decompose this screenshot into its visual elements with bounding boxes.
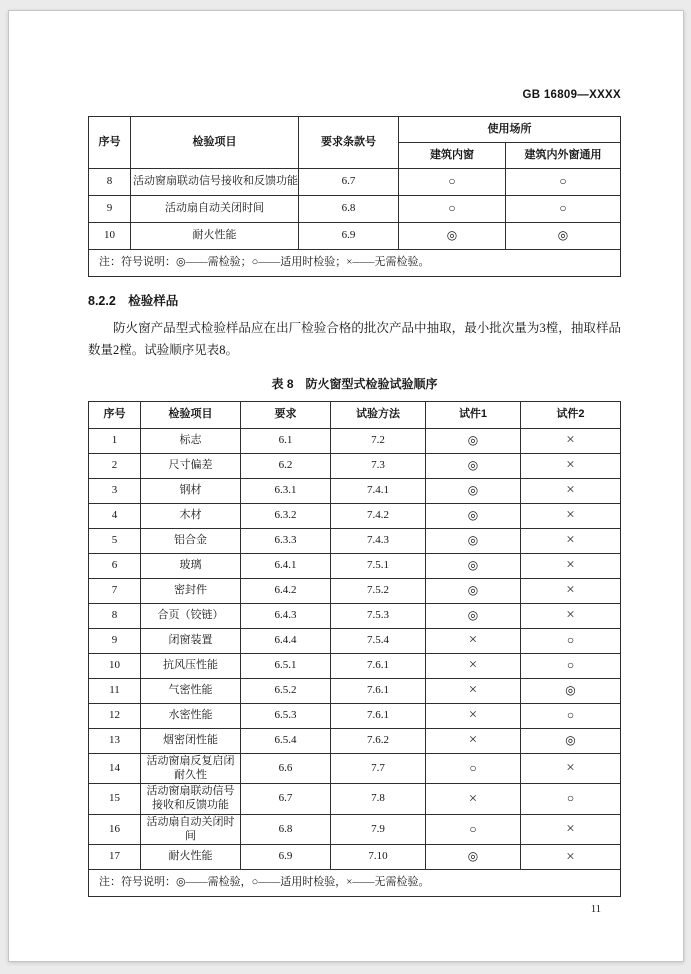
col-header-indoor: 建筑内窗 (399, 143, 506, 169)
table-note-row (89, 870, 621, 897)
col-header-specimen1: 试件1 (426, 401, 521, 428)
table-cell (521, 628, 621, 653)
table-cell (241, 703, 331, 728)
required-symbol: ◎ (467, 607, 479, 622)
page-number: 11 (590, 904, 601, 916)
not-required-symbol: × (468, 790, 478, 807)
table-cell (131, 196, 299, 223)
row-number-cell (89, 603, 141, 628)
table-cell (131, 223, 299, 250)
table-cell (399, 169, 506, 196)
not-required-symbol: × (468, 657, 478, 674)
not-required-symbol: × (566, 848, 575, 865)
not-required-symbol: × (468, 707, 478, 724)
cell-text: 2 (111, 458, 118, 471)
cell-text: 玻璃 (179, 558, 202, 571)
table-cell (299, 169, 399, 196)
cell-text: 7.5.3 (367, 608, 389, 621)
not-required-symbol: × (468, 732, 478, 749)
order-table-header (89, 401, 621, 428)
when-applicable-symbol: ○ (566, 707, 575, 722)
cell-text: 7.2 (371, 433, 385, 446)
cell-text: 密封件 (174, 583, 207, 596)
table-cell (331, 603, 426, 628)
not-required-symbol: × (566, 507, 575, 524)
table-cell (141, 753, 241, 784)
cell-text: 17 (109, 850, 120, 863)
table-cell (331, 845, 426, 870)
document-page (8, 10, 684, 962)
table-row (89, 728, 621, 753)
required-symbol: ◎ (467, 507, 479, 522)
cell-text: 抗风压性能 (163, 658, 218, 671)
cell-text: 9 (106, 202, 113, 215)
table-cell (426, 703, 521, 728)
table-cell (521, 728, 621, 753)
table-cell (506, 223, 621, 250)
cell-text: 6.7 (278, 792, 293, 805)
table-cell (241, 553, 331, 578)
required-symbol: ◎ (446, 228, 458, 243)
table-row (89, 503, 621, 528)
table-cell (426, 653, 521, 678)
table-row (89, 653, 621, 678)
when-applicable-symbol: ○ (448, 174, 456, 189)
table-cell (426, 753, 521, 784)
required-symbol: ◎ (467, 849, 479, 864)
table-cell (426, 478, 521, 503)
cell-text: 7.4.1 (367, 483, 389, 496)
usage-location-table (88, 116, 621, 277)
row-number-cell (89, 196, 131, 223)
cell-text: 活动窗扇联动信号接收和反馈功能 (133, 175, 298, 188)
cell-text: 标志 (179, 433, 202, 446)
cell-text: 6 (111, 558, 118, 571)
table-cell (141, 478, 241, 503)
cell-text: 活动窗扇联动信号接收和反馈功能 (146, 785, 235, 811)
table-cell (426, 845, 521, 870)
table-cell (521, 528, 621, 553)
cell-text: 6.3.3 (274, 533, 297, 546)
table-cell (141, 784, 241, 815)
col-header-no: 序号 (89, 401, 141, 428)
cell-text: 3 (111, 483, 118, 496)
table-cell (241, 845, 331, 870)
cell-text: 6.5.1 (274, 658, 297, 671)
table-row (89, 578, 621, 603)
table-cell (399, 223, 506, 250)
row-number-cell (89, 845, 141, 870)
col-header-specimen2: 试件2 (521, 401, 621, 428)
row-number-cell (89, 428, 141, 453)
table-cell (241, 814, 331, 845)
table-cell (131, 169, 299, 196)
table-cell (241, 653, 331, 678)
table-cell (241, 678, 331, 703)
when-applicable-symbol: ○ (559, 174, 567, 189)
not-required-symbol: × (566, 432, 575, 449)
cell-text: 活动扇自动关闭时间 (146, 815, 235, 842)
row-number-cell (89, 784, 141, 815)
col-header-requirement: 要求 (241, 401, 331, 428)
table-cell (331, 528, 426, 553)
when-applicable-symbol: ○ (469, 760, 477, 775)
cell-text: 7.6.1 (367, 658, 389, 671)
table-cell (331, 728, 426, 753)
table-cell (331, 453, 426, 478)
cell-text: 6.8 (341, 202, 356, 215)
table-cell (506, 169, 621, 196)
table-note: 注：符号说明：◎——需检验；○——适用时检验；×——无需检验。 (89, 250, 621, 277)
table-cell (521, 753, 621, 784)
not-required-symbol: × (566, 557, 575, 574)
cell-text: 6.2 (278, 458, 293, 471)
table-cell (241, 428, 331, 453)
col-header-no: 序号 (89, 117, 131, 169)
required-symbol: ◎ (467, 557, 479, 572)
table-cell (331, 703, 426, 728)
required-symbol: ◎ (467, 532, 479, 547)
cell-text: 烟密闭性能 (163, 733, 218, 746)
table-cell (241, 628, 331, 653)
required-symbol: ◎ (467, 432, 479, 447)
section-heading: 8.2.2 检验样品 (88, 294, 179, 308)
cell-text: 6.5.4 (274, 733, 297, 746)
table-cell (241, 453, 331, 478)
table-cell (521, 678, 621, 703)
cell-text: 气密性能 (168, 683, 213, 696)
row-number-cell (89, 728, 141, 753)
cell-text: 木材 (179, 508, 202, 521)
table-cell (241, 503, 331, 528)
cell-text: 9 (111, 633, 118, 646)
usage-table-header (89, 117, 621, 169)
table-row (89, 528, 621, 553)
required-symbol: ◎ (467, 582, 479, 597)
table-cell (399, 196, 506, 223)
cell-text: 6.6 (278, 761, 293, 774)
cell-text: 6.4.1 (274, 558, 297, 571)
table-cell (331, 553, 426, 578)
cell-text: 7.6.2 (367, 733, 389, 746)
table-cell (241, 728, 331, 753)
cell-text: 7.5.2 (367, 583, 389, 596)
table-cell (331, 478, 426, 503)
cell-text: 6.4.3 (274, 608, 297, 621)
table-cell (426, 553, 521, 578)
when-applicable-symbol: ○ (566, 632, 575, 647)
table-cell (141, 845, 241, 870)
cell-text: 合页（铰链） (157, 608, 224, 621)
cell-text: 7.7 (371, 761, 385, 774)
usage-table-body (89, 169, 621, 250)
row-number-cell (89, 503, 141, 528)
cell-text: 14 (109, 761, 120, 774)
table-cell (506, 196, 621, 223)
cell-text: 6.7 (341, 175, 356, 188)
table-cell (521, 703, 621, 728)
table-cell (426, 453, 521, 478)
cell-text: 钢材 (179, 483, 202, 496)
required-symbol: ◎ (565, 732, 576, 747)
required-symbol: ◎ (565, 682, 576, 697)
table-cell (331, 784, 426, 815)
required-symbol: ◎ (557, 228, 569, 243)
table-row (89, 703, 621, 728)
cell-text: 7.5.4 (367, 633, 389, 646)
cell-text: 7.4.3 (367, 533, 389, 546)
row-number-cell (89, 653, 141, 678)
row-number-cell (89, 453, 141, 478)
table-row (89, 814, 621, 845)
cell-text: 6.4.2 (274, 583, 297, 596)
table-cell (331, 753, 426, 784)
required-symbol: ◎ (467, 457, 479, 472)
cell-text: 6.9 (341, 229, 356, 242)
cell-text: 6.5.3 (274, 708, 297, 721)
cell-text: 闭窗装置 (168, 633, 213, 646)
cell-text: 7.5.1 (367, 558, 389, 571)
cell-text: 活动窗扇反复启闭耐久性 (146, 754, 235, 781)
table-row (89, 845, 621, 870)
cell-text: 12 (109, 708, 120, 721)
table-cell (521, 553, 621, 578)
row-number-cell (89, 553, 141, 578)
cell-text: 7.8 (371, 792, 385, 805)
cell-text: 13 (109, 733, 120, 746)
not-required-symbol: × (566, 532, 575, 549)
cell-text: 水密性能 (168, 708, 213, 721)
row-number-cell (89, 753, 141, 784)
table-cell (141, 603, 241, 628)
not-required-symbol: × (566, 582, 575, 599)
table-row (89, 428, 621, 453)
type-test-order-table (88, 401, 621, 898)
table-note-row (89, 250, 621, 277)
table-cell (426, 678, 521, 703)
table-cell (331, 814, 426, 845)
table-cell (521, 503, 621, 528)
table-cell (426, 503, 521, 528)
table-cell (241, 603, 331, 628)
row-number-cell (89, 578, 141, 603)
cell-text: 7.10 (368, 850, 388, 863)
cell-text: 6.4.4 (274, 633, 297, 646)
table-cell (426, 814, 521, 845)
when-applicable-symbol: ○ (448, 201, 456, 216)
table-cell (426, 428, 521, 453)
table-cell (299, 196, 399, 223)
cell-text: 耐火性能 (192, 229, 237, 242)
table-cell (426, 784, 521, 815)
table-cell (521, 453, 621, 478)
table-cell (331, 628, 426, 653)
cell-text: 6.3.2 (274, 508, 297, 521)
table-cell (241, 528, 331, 553)
table-row (89, 223, 621, 250)
when-applicable-symbol: ○ (469, 821, 477, 836)
section-paragraph: 防火窗产品型式检验样品应在出厂检验合格的批次产品中抽取，最小批次量为3樘，抽取样品数量2樘。试验顺序见表8。 (88, 321, 621, 357)
cell-text: 活动扇自动关闭时间 (165, 202, 264, 215)
table-cell (521, 845, 621, 870)
table-cell (426, 628, 521, 653)
table-cell (141, 678, 241, 703)
cell-text: 6.8 (278, 822, 293, 835)
cell-text: 7.3 (371, 458, 385, 471)
table-cell (521, 603, 621, 628)
col-header-item: 检验项目 (141, 401, 241, 428)
when-applicable-symbol: ○ (559, 201, 567, 216)
cell-text: 1 (111, 433, 118, 446)
cell-text: 7.4.2 (367, 508, 389, 521)
table-cell (141, 503, 241, 528)
table-cell (521, 478, 621, 503)
row-number-cell (89, 628, 141, 653)
when-applicable-symbol: ○ (566, 657, 575, 672)
table8-caption: 表 8 防火窗型式检验试验顺序 (271, 376, 438, 391)
table-row (89, 169, 621, 196)
cell-text: 15 (109, 792, 120, 805)
table-row (89, 478, 621, 503)
cell-text: 7.9 (371, 822, 385, 835)
table-cell (426, 728, 521, 753)
table-row (89, 753, 621, 784)
table-cell (141, 628, 241, 653)
not-required-symbol: × (566, 457, 575, 474)
cell-text: 耐火性能 (168, 850, 213, 863)
table-row (89, 603, 621, 628)
row-number-cell (89, 678, 141, 703)
table-cell (241, 478, 331, 503)
table-cell (141, 528, 241, 553)
table-cell (426, 578, 521, 603)
table-cell (141, 703, 241, 728)
cell-text: 6.1 (278, 433, 293, 446)
row-number-cell (89, 528, 141, 553)
row-number-cell (89, 703, 141, 728)
cell-text: 7 (111, 583, 118, 596)
table-row (89, 678, 621, 703)
col-header-universal: 建筑内外窗通用 (506, 143, 621, 169)
table-cell (241, 784, 331, 815)
table-row (89, 628, 621, 653)
order-table-body (89, 428, 621, 870)
table-row (89, 453, 621, 478)
cell-text: 4 (111, 508, 118, 521)
required-symbol: ◎ (467, 482, 479, 497)
row-number-cell (89, 478, 141, 503)
table-cell (141, 653, 241, 678)
cell-text: 10 (109, 658, 120, 671)
table-cell (521, 784, 621, 815)
cell-text: 8 (106, 175, 113, 188)
table-row (89, 784, 621, 815)
not-required-symbol: × (566, 821, 575, 838)
cell-text: 7.6.1 (367, 683, 389, 696)
not-required-symbol: × (468, 632, 478, 649)
table-cell (331, 578, 426, 603)
col-header-item: 检验项目 (131, 117, 299, 169)
table-row (89, 553, 621, 578)
table-cell (141, 814, 241, 845)
col-header-clause: 要求条款号 (299, 117, 399, 169)
table-cell (241, 578, 331, 603)
table-cell (521, 578, 621, 603)
cell-text: 7.6.1 (367, 708, 389, 721)
table-cell (141, 428, 241, 453)
table-cell (141, 453, 241, 478)
col-header-method: 试验方法 (331, 401, 426, 428)
cell-text: 6.5.2 (274, 683, 297, 696)
cell-text: 8 (111, 608, 118, 621)
doc-code: GB 16809—XXXX (522, 89, 621, 101)
cell-text: 6.9 (278, 850, 293, 863)
row-number-cell (89, 169, 131, 196)
table-cell (331, 428, 426, 453)
row-number-cell (89, 814, 141, 845)
table-cell (141, 578, 241, 603)
table-cell (141, 728, 241, 753)
cell-text: 尺寸偏差 (168, 458, 213, 471)
table-cell (331, 653, 426, 678)
table-cell (521, 653, 621, 678)
table-cell (241, 753, 331, 784)
cell-text: 16 (109, 822, 120, 835)
not-required-symbol: × (566, 760, 575, 777)
table-cell (331, 678, 426, 703)
when-applicable-symbol: ○ (566, 791, 575, 806)
table-cell (521, 814, 621, 845)
table-cell (426, 528, 521, 553)
table-cell (299, 223, 399, 250)
row-number-cell (89, 223, 131, 250)
not-required-symbol: × (566, 482, 575, 499)
not-required-symbol: × (566, 607, 575, 624)
table-cell (426, 603, 521, 628)
cell-text: 铝合金 (174, 533, 207, 546)
table-cell (521, 428, 621, 453)
table-cell (141, 553, 241, 578)
table-cell (331, 503, 426, 528)
cell-text: 11 (109, 683, 120, 696)
col-header-usage-group: 使用场所 (399, 117, 621, 143)
cell-text: 5 (111, 533, 118, 546)
not-required-symbol: × (468, 682, 478, 699)
table-row (89, 196, 621, 223)
cell-text: 6.3.1 (274, 483, 297, 496)
table-note: 注：符号说明：◎——需检验，○——适用时检验，×——无需检验。 (89, 870, 621, 897)
cell-text: 10 (104, 229, 115, 242)
